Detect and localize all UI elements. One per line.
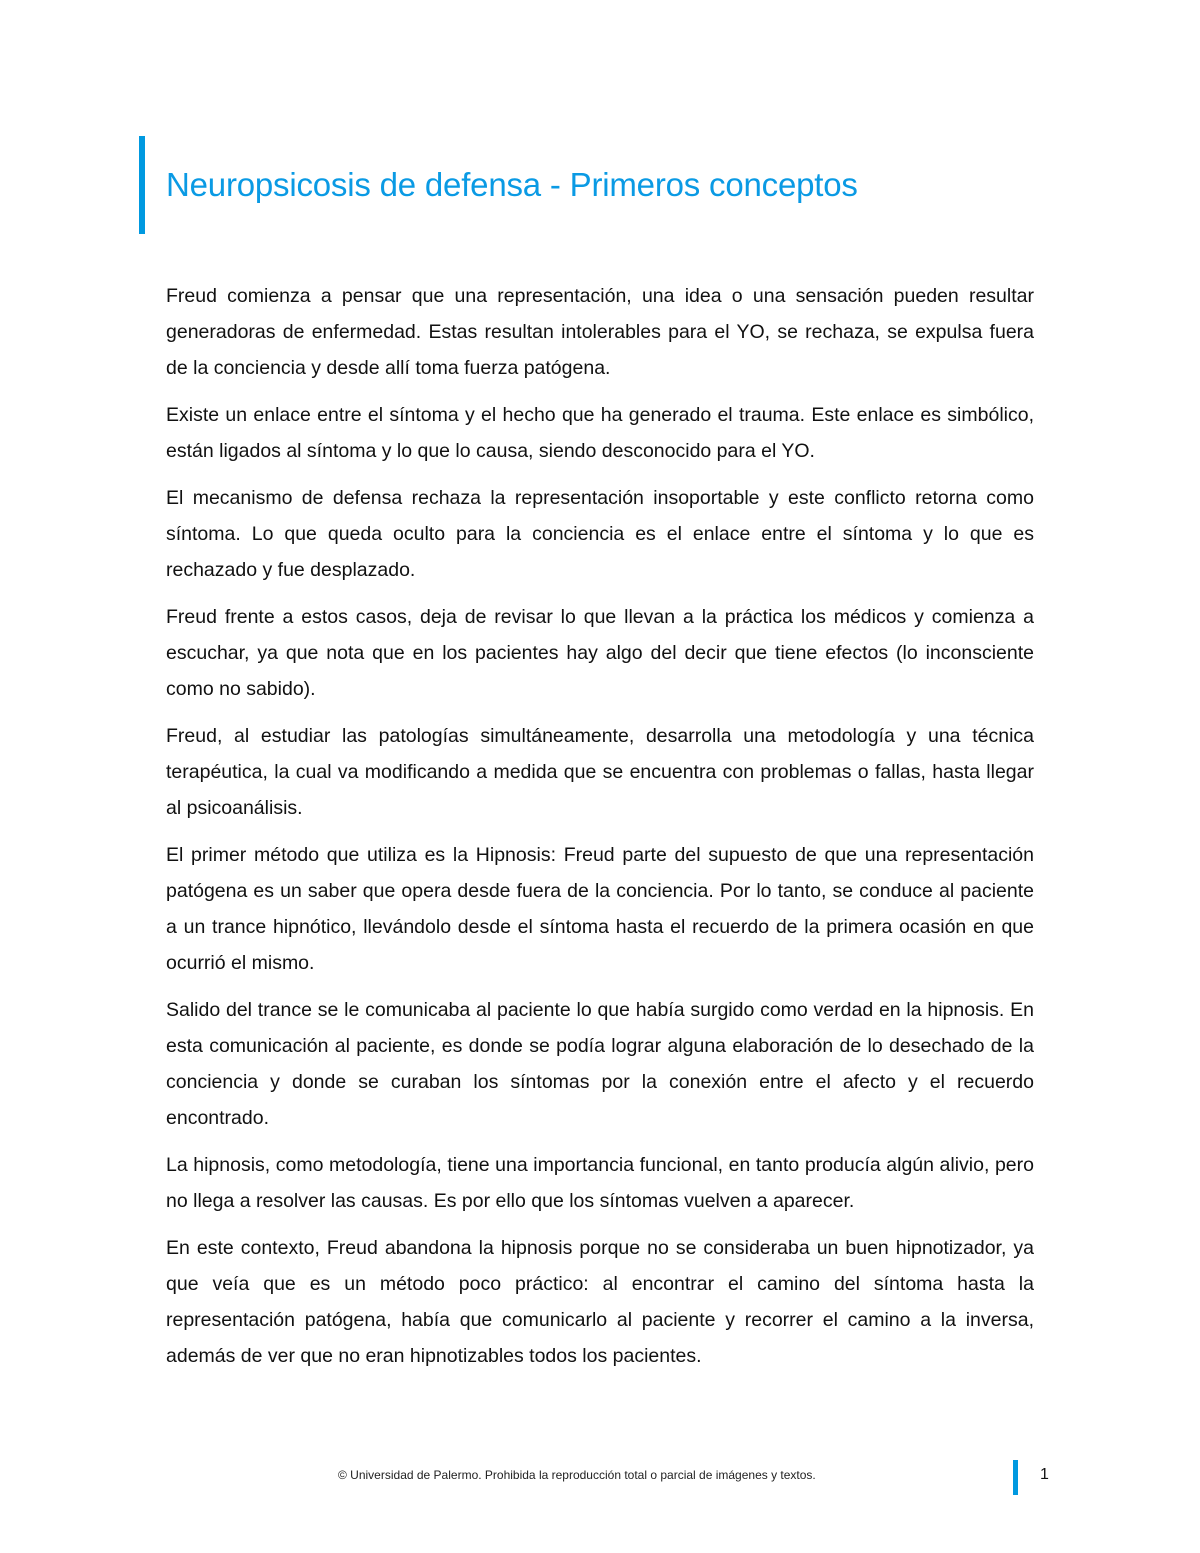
paragraph: En este contexto, Freud abandona la hipnosis porque no se consideraba un buen hipnotizador, ya que veía que es un método poco práctico: al encontrar el camino del síntoma hasta la representación patógena, había que comunicarlo al paciente y recorrer el camino a la inversa, además de ver que no eran hipnotizables todos los pacientes. [166, 1237, 1034, 1367]
document-body [166, 278, 1034, 1385]
title-accent-bar [139, 136, 145, 234]
paragraph: Freud, al estudiar las patologías simultáneamente, desarrolla una metodología y una técnica terapéutica, la cual va modificando a medida que se encuentra con problemas o fallas, hasta llegar al psicoanálisis. [166, 725, 1034, 819]
paragraph: El mecanismo de defensa rechaza la representación insoportable y este conflicto retorna como síntoma. Lo que queda oculto para la conciencia es el enlace entre el síntoma y lo que es rechazado y fue desplazado. [166, 487, 1034, 581]
paragraph: Salido del trance se le comunicaba al paciente lo que había surgido como verdad en la hipnosis. En esta comunicación al paciente, es donde se podía lograr alguna elaboración de lo desechado de la conciencia y donde se curaban los síntomas por la conexión entre el afecto y el recuerdo encontrado. [166, 999, 1034, 1129]
paragraph: Freud frente a estos casos, deja de revisar lo que llevan a la práctica los médicos y comienza a escuchar, ya que nota que en los pacientes hay algo del decir que tiene efectos (lo inconsciente como no sabido). [166, 606, 1034, 700]
paragraph: El primer método que utiliza es la Hipnosis: Freud parte del supuesto de que una representación patógena es un saber que opera desde fuera de la conciencia. Por lo tanto, se conduce al paciente a un trance hipnótico, llevándolo desde el síntoma hasta el recuerdo de la primera ocasión en que ocurrió el mismo. [166, 844, 1034, 974]
paragraph: Freud comienza a pensar que una representación, una idea o una sensación pueden resultar generadoras de enfermedad. Estas resultan intolerables para el YO, se rechaza, se expulsa fuera de la conciencia y desde allí toma fuerza patógena. [166, 285, 1034, 379]
footer-accent-bar [1013, 1460, 1018, 1495]
paragraph: La hipnosis, como metodología, tiene una importancia funcional, en tanto producía algún alivio, pero no llega a resolver las causas. Es por ello que los síntomas vuelven a aparecer. [166, 1154, 1034, 1212]
page-title: Neuropsicosis de defensa - Primeros conceptos [166, 166, 858, 203]
footer-copyright: © Universidad de Palermo. Prohibida la reproducción total o parcial de imágenes y textos. [338, 1468, 816, 1482]
paragraph: Existe un enlace entre el síntoma y el hecho que ha generado el trauma. Este enlace es simbólico, están ligados al síntoma y lo que lo causa, siendo desconocido para el YO. [166, 404, 1034, 462]
page-number: 1 [1040, 1466, 1049, 1483]
